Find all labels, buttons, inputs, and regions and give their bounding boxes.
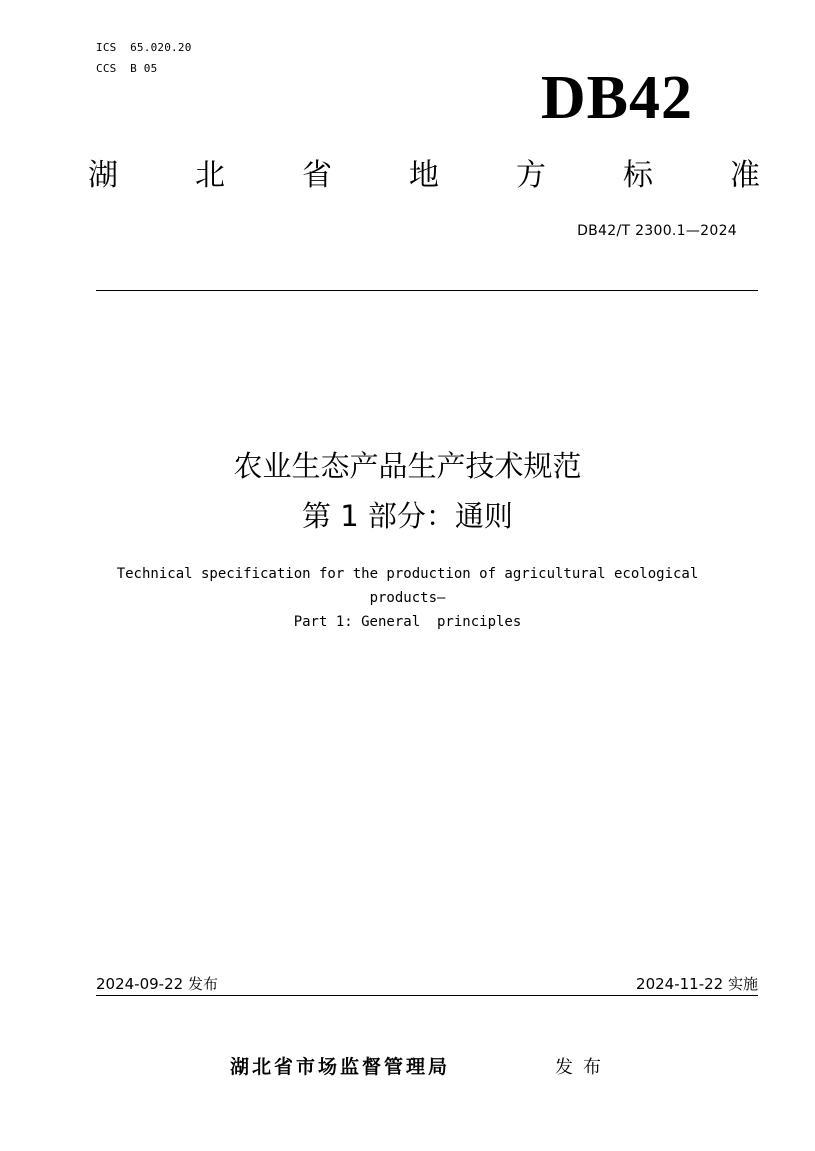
title-chinese-line-2: 第 1 部分：通则 (302, 499, 513, 533)
title-english-line-3: Part 1: General principles (293, 614, 522, 630)
standard-kind (88, 154, 760, 198)
standard-kind-char: 湖 (88, 158, 118, 193)
standard-number: DB42/T 2300.1—2024 (577, 223, 737, 239)
standard-kind-char: 省 (302, 158, 332, 193)
title-english-line-2: products— (369, 590, 446, 606)
issuing-authority: 湖北省市场监督管理局 (230, 1056, 451, 1078)
standard-kind-char: 标 (623, 158, 653, 193)
standard-kind-char: 准 (730, 158, 760, 193)
footer-divider (96, 995, 758, 996)
standard-code: DB42 (540, 64, 693, 132)
ccs-code: CCS B 05 (96, 62, 158, 75)
ics-code: ICS 65.020.20 (96, 41, 192, 54)
implementation-date: 2024-11-22 实施 (636, 975, 758, 993)
title-english-line-1: Technical specification for the production of agricultural ecological (116, 566, 699, 582)
standard-kind-char: 地 (409, 158, 439, 193)
header-divider (96, 290, 758, 291)
issue-date: 2024-09-22 发布 (96, 975, 218, 993)
issue-action: 发布 (555, 1057, 611, 1078)
standard-kind-char: 方 (516, 158, 546, 193)
title-chinese-line-1: 农业生态产品生产技术规范 (233, 449, 582, 483)
standard-kind-char: 北 (195, 158, 225, 193)
